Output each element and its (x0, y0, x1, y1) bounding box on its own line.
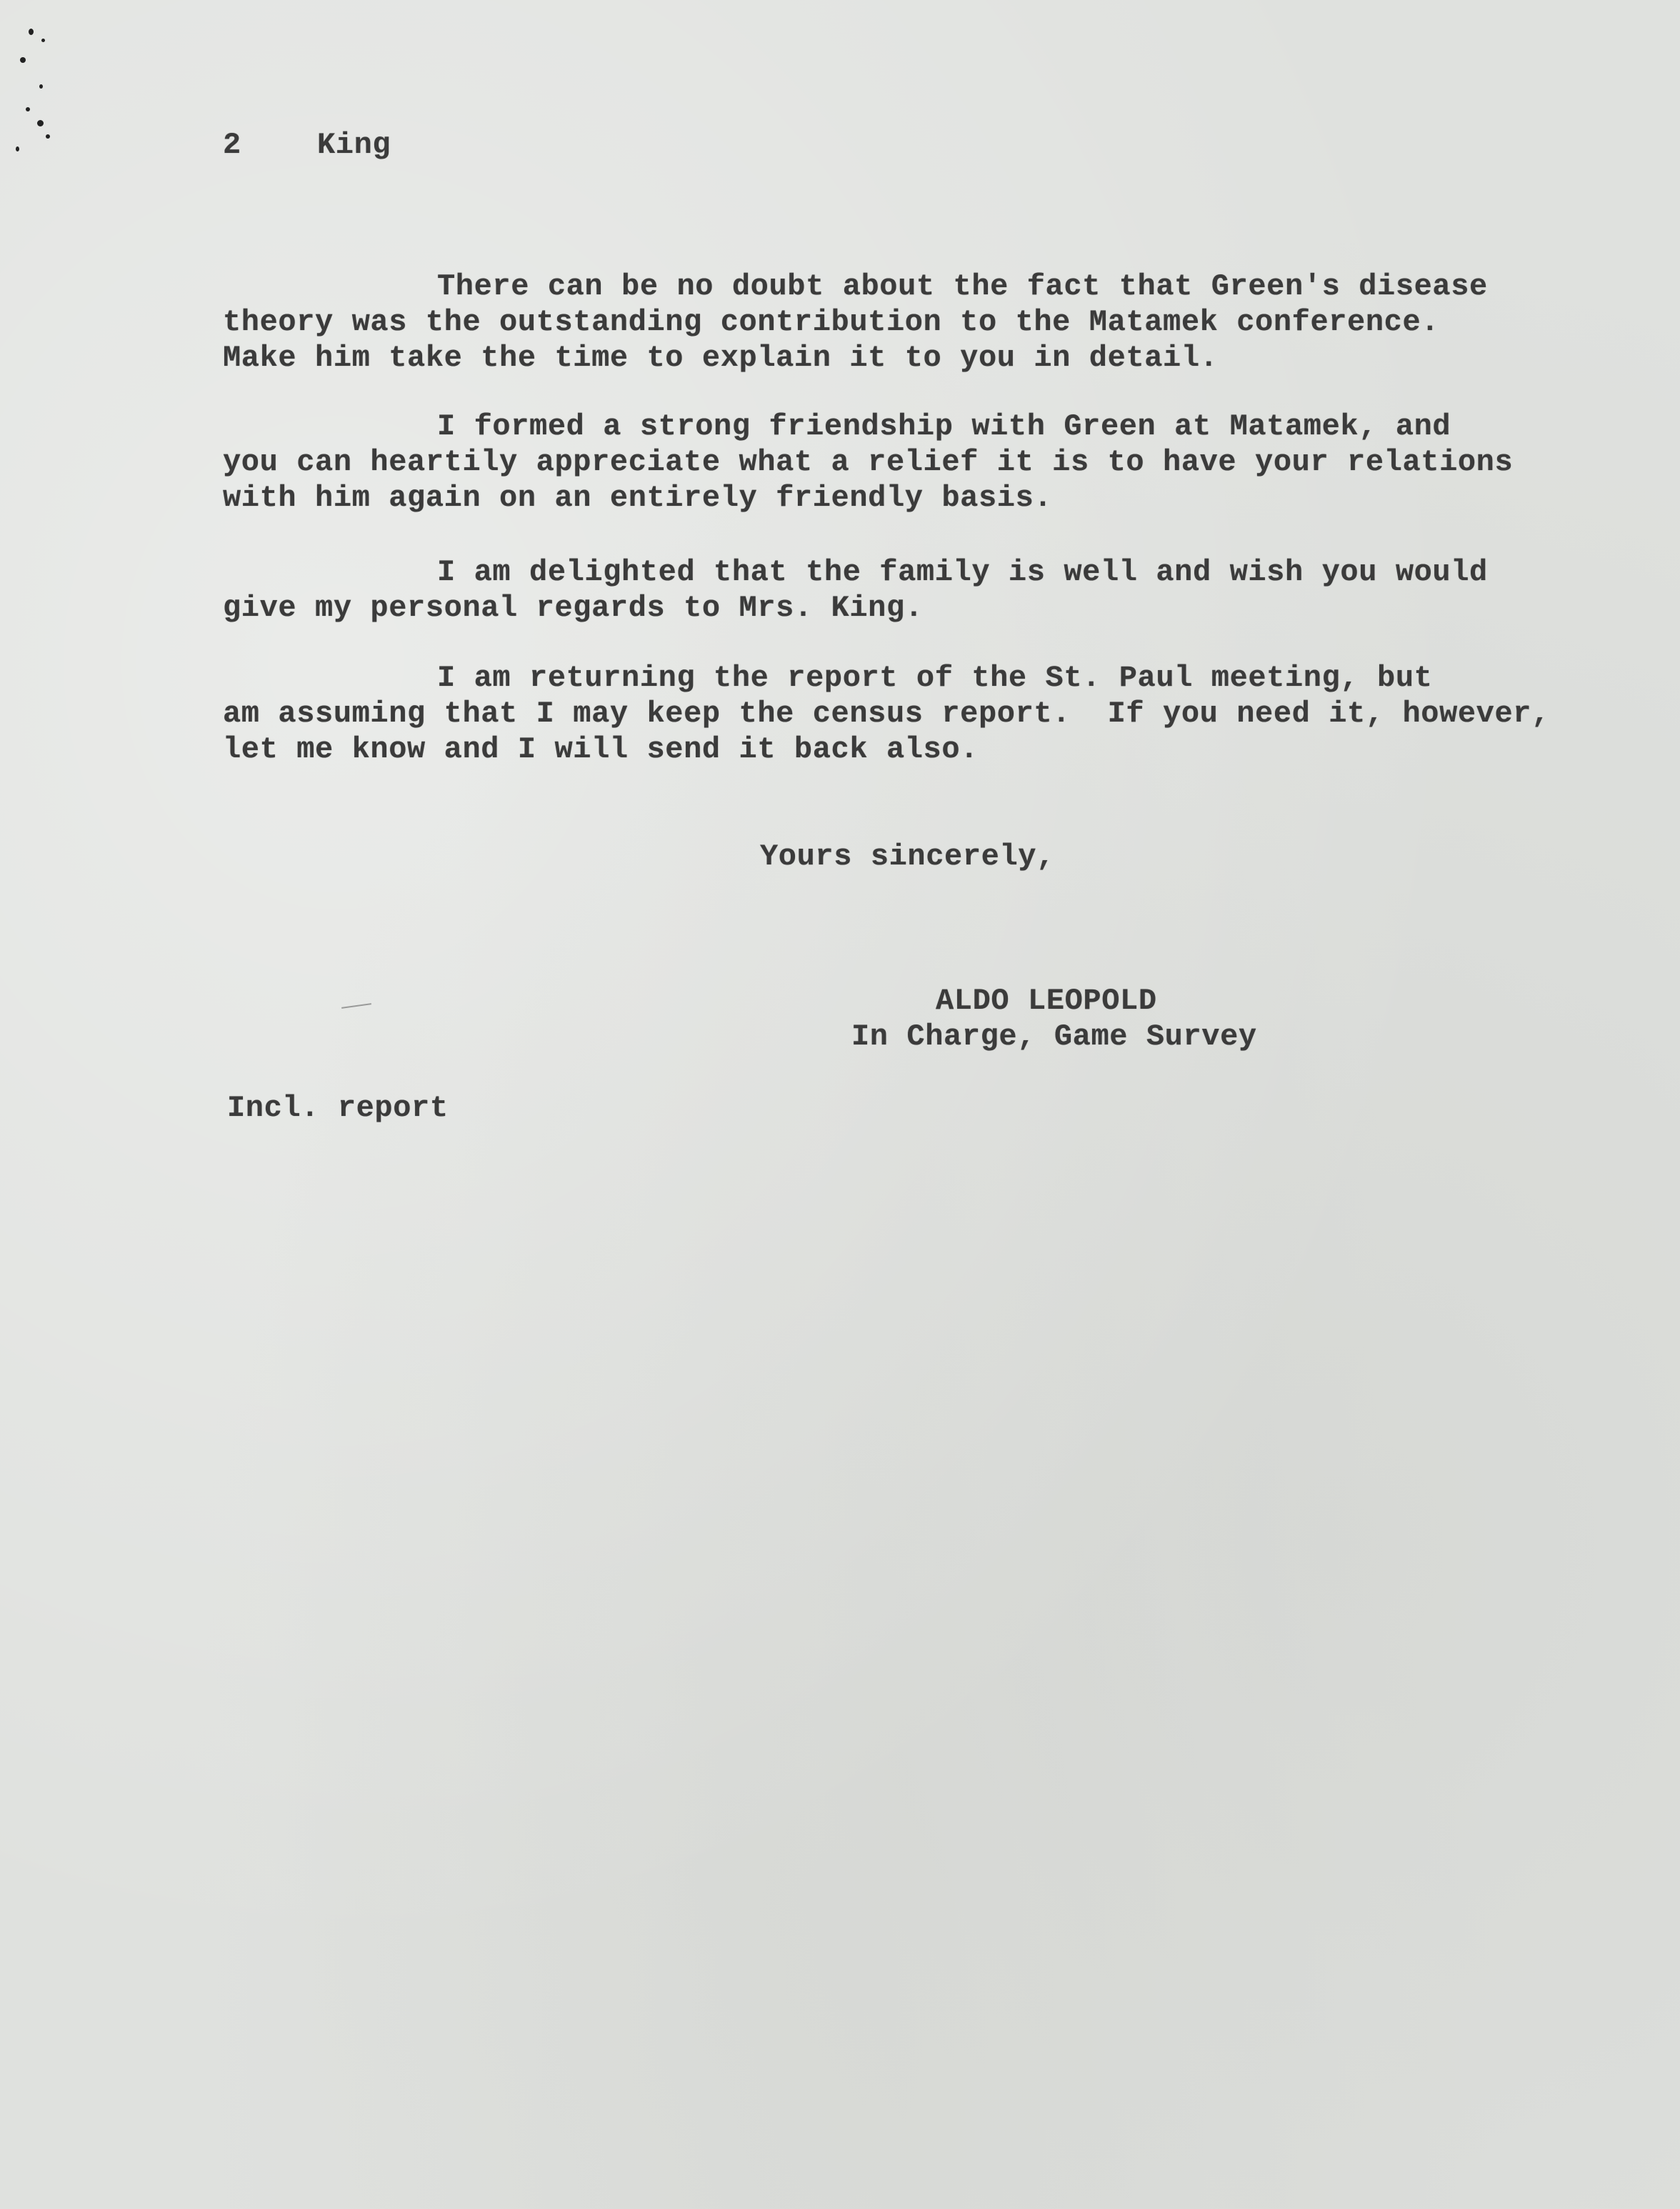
punch-speck (37, 120, 44, 126)
recipient-header: King (317, 128, 391, 162)
paragraph-line: with him again on an entirely friendly basis. (223, 481, 1053, 515)
enclosure-note: Incl. report (227, 1091, 449, 1125)
paragraph-line: Make him take the time to explain it to you in detail. (223, 341, 1219, 375)
paragraph-line: There can be no doubt about the fact that Green's disease (437, 269, 1488, 304)
stray-mark (341, 1003, 371, 1009)
punch-speck (16, 146, 19, 151)
paragraph-line: let me know and I will send it back also. (223, 732, 979, 767)
paragraph (223, 660, 1550, 767)
punch-speck (20, 57, 26, 63)
paragraph-line: I am returning the report of the St. Paul meeting, but (437, 661, 1433, 695)
punch-speck (41, 39, 45, 42)
paragraph-line: give my personal regards to Mrs. King. (223, 591, 924, 625)
paragraph (223, 554, 1488, 626)
closing-salutation: Yours sincerely, (760, 839, 1055, 874)
paragraph-line: am assuming that I may keep the census report. If you need it, however, (223, 697, 1550, 731)
punch-speck (39, 84, 43, 89)
paragraph (223, 269, 1488, 376)
signer-title: In Charge, Game Survey (851, 1019, 1257, 1054)
paragraph (223, 409, 1513, 516)
paragraph-line: theory was the outstanding contribution to the Matamek conference. (223, 305, 1440, 339)
paragraph-line: I am delighted that the family is well and wish you would (437, 555, 1488, 589)
punch-speck (26, 107, 30, 111)
punch-speck (29, 29, 34, 35)
page-number: 2 (223, 128, 241, 162)
paragraph-line: I formed a strong friendship with Green at Matamek, and (437, 409, 1451, 444)
punch-speck (46, 134, 50, 139)
paragraph-line: you can heartily appreciate what a relief it is to have your relations (223, 445, 1514, 479)
signer-name: ALDO LEOPOLD (936, 984, 1157, 1018)
